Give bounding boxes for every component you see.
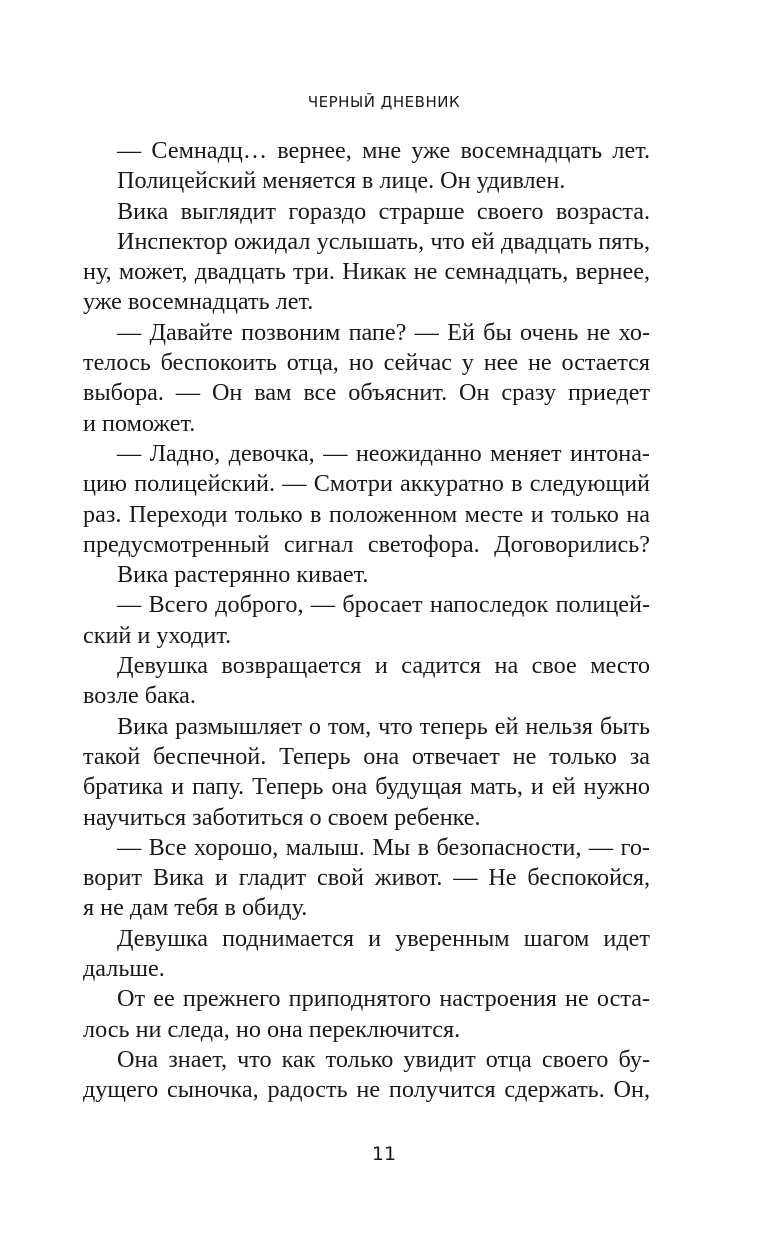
text-line: От ее прежнего приподнятого настроения не оста- — [117, 985, 650, 1013]
text-line: Вика размышляет о том, что теперь ей нельзя быть — [117, 712, 650, 740]
text-line: я не дам тебя в обиду. — [83, 894, 308, 922]
text-line: такой беспечной. Теперь она отвечает не только за — [83, 742, 650, 770]
text-line: предусмотренный сигнал светофора. Договорились? — [83, 530, 650, 558]
text-line: Вика растерянно кивает. — [117, 561, 369, 589]
text-line: братика и папу. Теперь она будущая мать, и ей нужно — [83, 773, 650, 801]
text-line: ворит Вика и гладит свой живот. — Не беспокойся, — [83, 864, 650, 892]
text-line: цию полицейский. — Смотри аккуратно в следующий — [83, 470, 650, 498]
text-line: и поможет. — [83, 409, 196, 437]
text-line: — Ладно, девочка, — неожиданно меняет интона- — [117, 439, 650, 467]
body-text — [83, 136, 650, 1106]
text-line: возле бака. — [83, 682, 196, 710]
text-line: научиться заботиться о своем ребенке. — [83, 803, 481, 831]
text-line: — Всего доброго, — бросает напоследок полицей- — [117, 591, 650, 619]
text-line: — Семнадц… вернее, мне уже восемнадцать лет. — [117, 137, 650, 164]
text-line: Полицейский меняется в лице. Он удивлен. — [117, 167, 566, 195]
text-line: выбора. — Он вам все объяснит. Он сразу приедет — [83, 379, 650, 407]
page-number: 11 — [371, 1143, 397, 1165]
text-line: — Давайте позвоним папе? — Ей бы очень не хо- — [117, 318, 650, 346]
text-line: раз. Переходи только в положенном месте и только на — [83, 500, 650, 528]
text-line: Она знает, что как только увидит отца своего бу- — [117, 1045, 650, 1073]
running-head: ЧЕРНЫЙ ДНЕВНИК — [307, 93, 461, 111]
text-line: дущего сыночка, радость не получится сдержать. Он, — [83, 1076, 650, 1104]
text-line: телось беспокоить отца, но сейчас у нее не остается — [83, 349, 650, 377]
text-line: лось ни следа, но она переключится. — [83, 1015, 461, 1043]
text-line: — Все хорошо, малыш. Мы в безопасности, — го- — [117, 833, 650, 861]
text-line: Вика выглядит гораздо страрше своего возраста. — [117, 197, 650, 225]
text-line: Девушка возвращается и садится на свое место — [117, 652, 650, 680]
text-line: ну, может, двадцать три. Никак не семнадцать, вернее, — [83, 258, 650, 286]
text-line: дальше. — [83, 955, 165, 983]
text-line: уже восемнадцать лет. — [83, 288, 314, 316]
text-line: Девушка поднимается и уверенным шагом идет — [117, 924, 650, 952]
text-line: ский и уходит. — [83, 621, 232, 649]
text-line: Инспектор ожидал услышать, что ей двадцать пять, — [117, 227, 650, 255]
